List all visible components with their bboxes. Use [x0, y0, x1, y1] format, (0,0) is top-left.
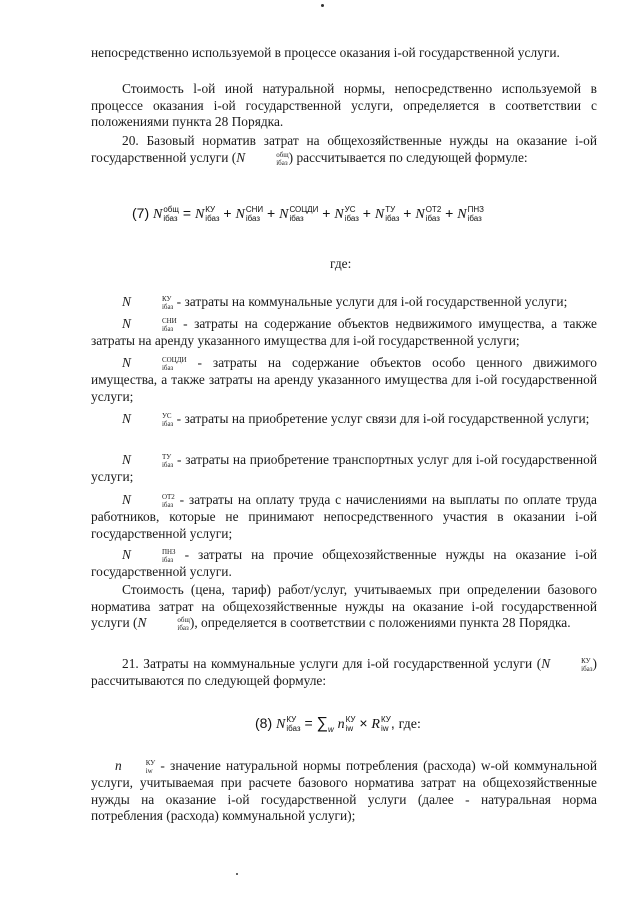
symbol-n-us: N УС iбаз	[122, 411, 174, 428]
formula-8: (8) N КУ iбаз = $\sum_w$ n КУ iw × R КУ iw , где:	[255, 715, 421, 734]
symbol-n-obsh: N общ iбаз	[137, 615, 190, 633]
symbol-n-ku: N КУ iбаз	[122, 294, 174, 311]
paragraph-text: ) рассчитывается по следующей формуле:	[288, 149, 528, 165]
where-inline: где:	[398, 717, 421, 732]
definition-tu: N ТУ iбаз - затраты на приобретение транспортных услуг для i-ой государственной услуги;	[91, 452, 597, 484]
symbol-n-ot2: N ОТ2 iбаз	[122, 492, 175, 509]
definition-socdi: N СОЦДИ iбаз - затраты на содержание объектов особо ценного движимого имущества, а также затраты на аренду указанного имущества для i-ой государственной услуги;	[91, 355, 597, 404]
scan-mark	[321, 4, 324, 7]
definition-sni: N СНИ iбаз - затраты на содержание объектов недвижимого имущества, а также затраты на аренду указанного имущества для i-ой государственной услуги;	[91, 316, 597, 348]
definition-n-ku: n КУ iw - значение натуральной нормы потребления (расхода) w-ой коммунальной услуги, учитываемая при расчете базового норматива затрат на общехозяйственные нужды на оказание i-ой государственной услуги (далее - натуральная норма потребления (расхода) коммунальной услуги);	[91, 758, 597, 824]
definition-us: N УС iбаз - затраты на приобретение услуг связи для i-ой государственной услуги;	[122, 411, 590, 428]
symbol-n-ku: N КУ iбаз	[541, 656, 593, 673]
paragraph-cost-works: Стоимость (цена, тариф) работ/услуг, учитываемых при определении базового норматива затрат на общехозяйственные нужды на оказание i-ой государственной услуги (N общ iбаз ), определяется в соответствии с положениями пункта 28 Порядка.	[91, 582, 597, 633]
paragraph-other-norm-cost	[91, 81, 597, 131]
paragraph-20	[91, 133, 597, 167]
where-label: где:	[330, 256, 352, 271]
formula-label: (8)	[255, 715, 273, 731]
symbol-n-obsh: N общ iбаз	[236, 149, 289, 167]
symbol-n-iw-ku: n КУ iw	[115, 758, 156, 775]
paragraph-text: Стоимость l-ой иной натуральной нормы, непосредственно используемой в процессе оказания i-ой государственной услуги, определяется в соответствии с положениями пункта 28 Порядка.	[91, 81, 597, 130]
symbol-n-sni: N СНИ iбаз	[122, 316, 177, 333]
symbol-n-socdi: N СОЦДИ iбаз	[122, 355, 187, 372]
formula-label: (7)	[132, 205, 150, 221]
scan-mark	[236, 873, 238, 875]
symbol-n-pnz: N ПНЗ iбаз	[122, 547, 176, 564]
paragraph-continuation	[91, 45, 597, 62]
paragraph-text: непосредственно используемой в процессе оказания i-ой государственной услуги.	[91, 45, 560, 60]
definition-ot2: N ОТ2 iбаз - затраты на оплату труда с начислениями на выплаты по оплате труда работников, которые не принимают непосредственного участия в оказании i-ой государственной услуги;	[91, 492, 597, 541]
paragraph-text: 20. Базовый норматив затрат на общехозяйственные нужды на оказание i-ой государственной услуги (	[91, 133, 597, 165]
definition-pnz: N ПНЗ iбаз - затраты на прочие общехозяйственные нужды на оказание i-ой государственной услуги.	[91, 547, 597, 579]
symbol-n-tu: N ТУ iбаз	[122, 452, 174, 469]
definition-ku: N КУ iбаз - затраты на коммунальные услуги для i-ой государственной услуги;	[122, 294, 568, 311]
paragraph-21: 21. Затраты на коммунальные услуги для i-ой государственной услуги (N КУ iбаз ) рассчитываются по следующей формуле:	[91, 656, 597, 688]
formula-7: (7) N общ iбаз = N КУ iбаз + N СНИ iбаз + N СОЦДИ iбаз + N УС iбаз + N ТУ iбаз + N ОТ2 iбаз + N ПНЗ iбаз	[132, 205, 484, 224]
